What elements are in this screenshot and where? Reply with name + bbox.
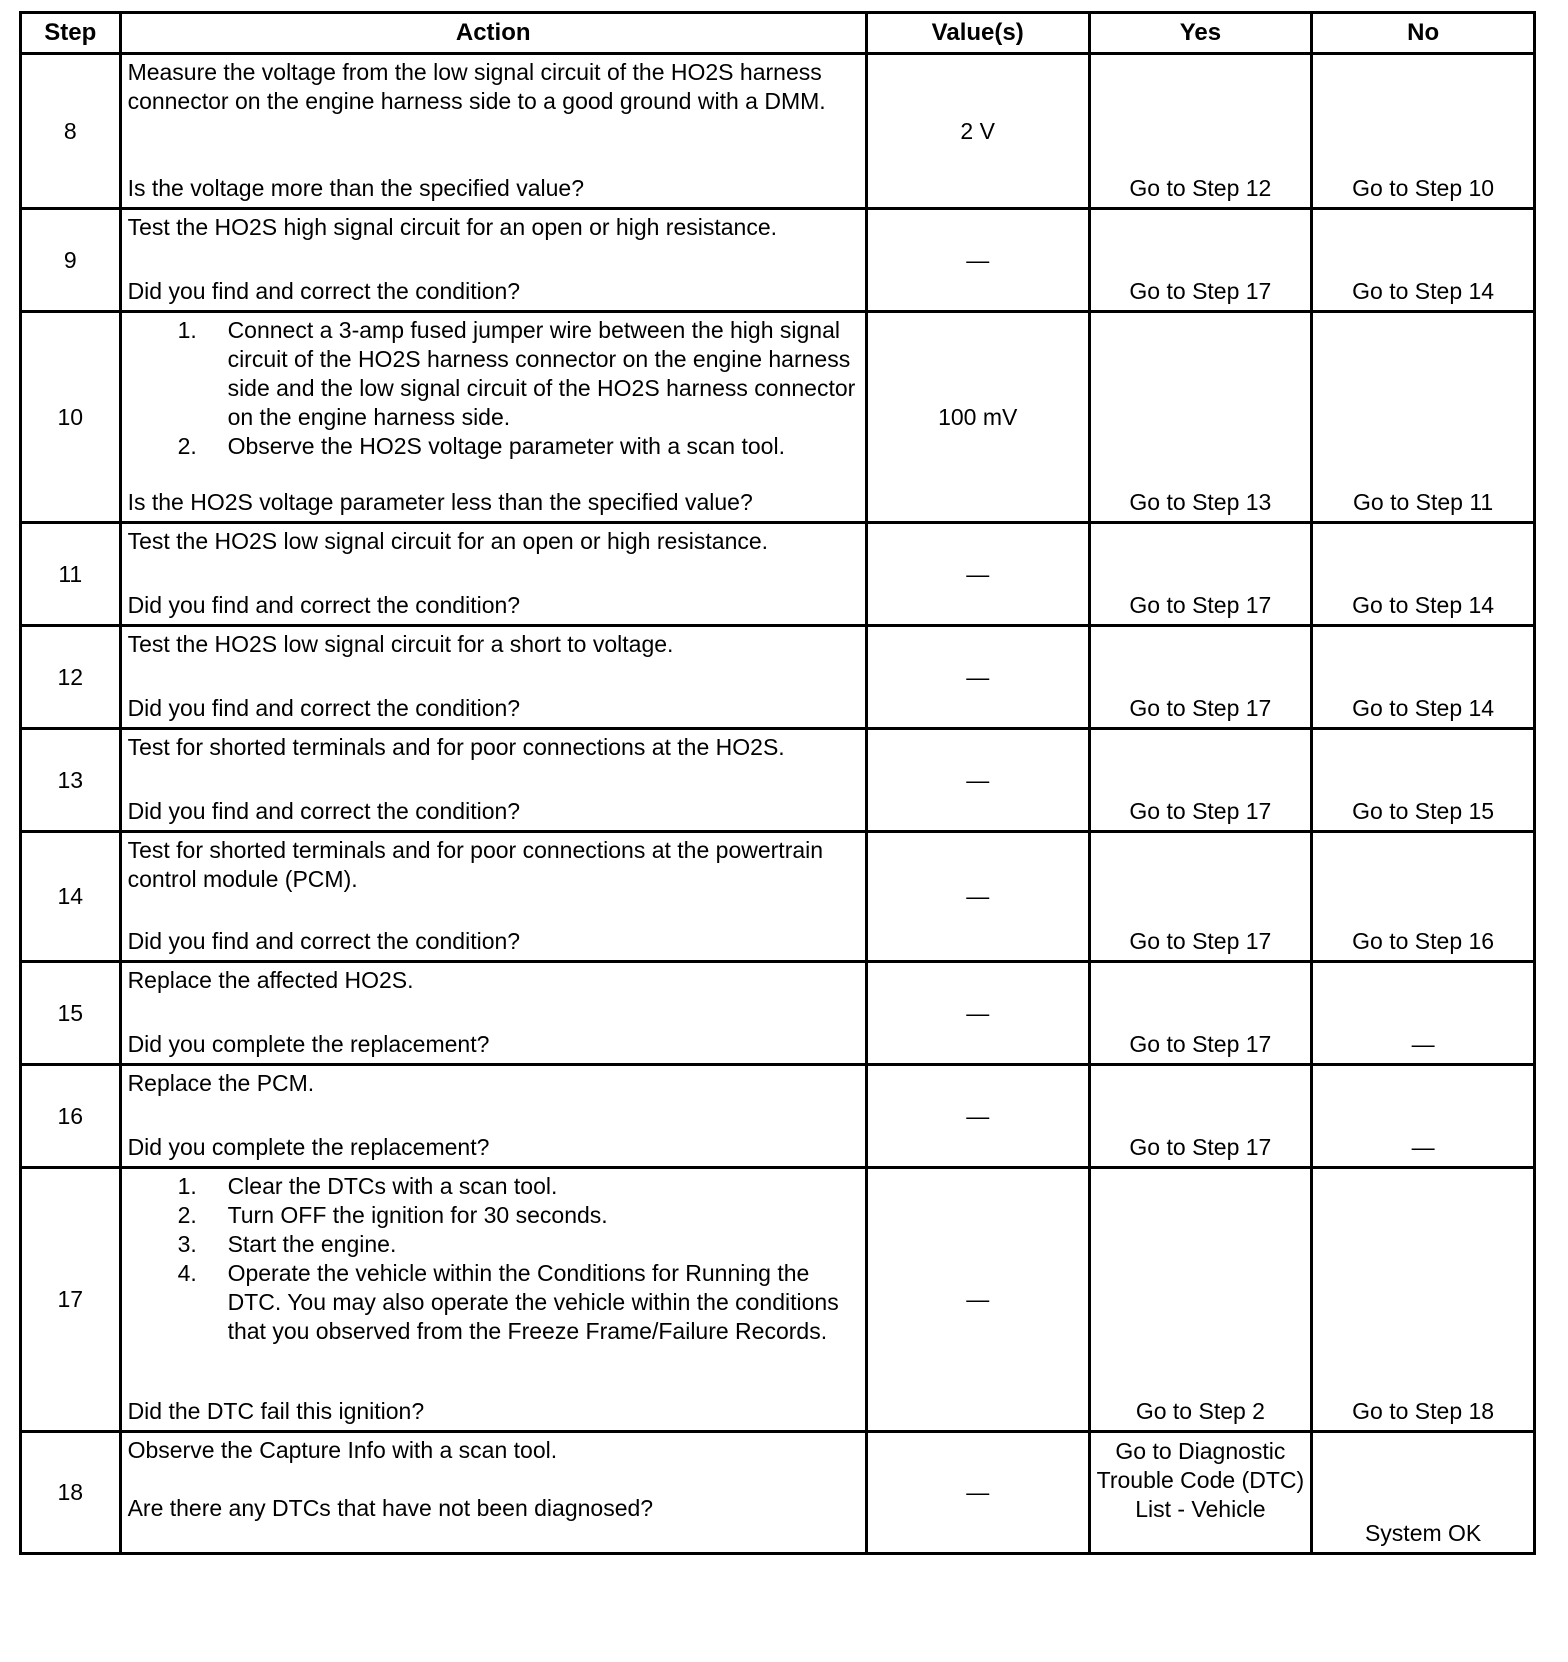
value-cell: — <box>866 832 1089 962</box>
header-row <box>21 13 1535 54</box>
yes-result: Go to Step 13 <box>1129 489 1272 515</box>
action-question: Are there any DTCs that have not been diagnosed? <box>127 1495 654 1521</box>
step-number: 13 <box>21 729 121 832</box>
yes-result: Go to Diagnostic Trouble Code (DTC) List - Vehicle <box>1096 1438 1305 1522</box>
step-number: 12 <box>21 626 121 729</box>
yes-cell <box>1089 1065 1312 1168</box>
action-cell <box>120 54 866 209</box>
table-row <box>21 54 1535 209</box>
action-text: Test for shorted terminals and for poor connections at the powertrain control module (PCM). <box>127 837 824 892</box>
action-text: Replace the PCM. <box>127 1070 315 1096</box>
header-values: Value(s) <box>866 13 1089 54</box>
action-cell <box>120 312 866 523</box>
no-result: — <box>1411 1134 1435 1160</box>
no-cell <box>1312 626 1535 729</box>
header-no: No <box>1312 13 1535 54</box>
action-text: Test the HO2S low signal circuit for an open or high resistance. <box>127 528 769 554</box>
yes-result: Go to Step 17 <box>1129 592 1272 618</box>
yes-result: Go to Step 17 <box>1129 278 1272 304</box>
no-cell <box>1312 523 1535 626</box>
action-cell <box>120 209 866 312</box>
action-text: Test the HO2S low signal circuit for a short to voltage. <box>127 631 674 657</box>
no-result: Go to Step 14 <box>1352 592 1495 618</box>
table-row <box>21 312 1535 523</box>
procedure-list <box>128 1172 857 1346</box>
action-question: Did you complete the replacement? <box>127 1134 490 1160</box>
no-result: Go to Step 10 <box>1352 175 1495 201</box>
no-result: Go to Step 18 <box>1352 1398 1495 1424</box>
yes-result: Go to Step 17 <box>1129 798 1272 824</box>
action-question: Did the DTC fail this ignition? <box>127 1398 425 1424</box>
no-cell <box>1312 1432 1535 1554</box>
yes-cell <box>1089 1432 1312 1554</box>
yes-result: Go to Step 17 <box>1129 695 1272 721</box>
list-item: Turn OFF the ignition for 30 seconds. <box>227 1202 608 1228</box>
header-step: Step <box>21 13 121 54</box>
step-number: 11 <box>21 523 121 626</box>
action-text: Measure the voltage from the low signal circuit of the HO2S harness connector on the engine harness side to a good ground with a DMM. <box>127 59 826 114</box>
no-cell <box>1312 962 1535 1065</box>
no-cell <box>1312 832 1535 962</box>
action-cell <box>120 1432 866 1554</box>
header-action: Action <box>120 13 866 54</box>
action-question: Did you find and correct the condition? <box>127 798 521 824</box>
no-cell <box>1312 209 1535 312</box>
value-cell: — <box>866 1065 1089 1168</box>
step-number: 17 <box>21 1168 121 1432</box>
yes-result: Go to Step 12 <box>1129 175 1272 201</box>
step-number: 10 <box>21 312 121 523</box>
table-row <box>21 832 1535 962</box>
action-cell <box>120 1168 866 1432</box>
action-cell <box>120 626 866 729</box>
value-cell: 100 mV <box>866 312 1089 523</box>
no-cell <box>1312 1065 1535 1168</box>
value-cell: — <box>866 729 1089 832</box>
value-cell: — <box>866 626 1089 729</box>
value-cell: 2 V <box>866 54 1089 209</box>
table-row <box>21 1168 1535 1432</box>
yes-cell <box>1089 729 1312 832</box>
table-row <box>21 1432 1535 1554</box>
step-number: 16 <box>21 1065 121 1168</box>
step-number: 18 <box>21 1432 121 1554</box>
table-row <box>21 523 1535 626</box>
yes-result: Go to Step 17 <box>1129 1134 1272 1160</box>
list-item: Observe the HO2S voltage parameter with a scan tool. <box>227 433 785 459</box>
header-yes: Yes <box>1089 13 1312 54</box>
action-question: Is the voltage more than the specified value? <box>127 175 585 201</box>
value-cell: — <box>866 209 1089 312</box>
list-item: Start the engine. <box>227 1231 397 1257</box>
action-question: Did you find and correct the condition? <box>127 278 521 304</box>
yes-cell <box>1089 626 1312 729</box>
no-result: System OK <box>1364 1520 1482 1546</box>
action-question: Did you find and correct the condition? <box>127 592 521 618</box>
no-result: Go to Step 14 <box>1352 278 1495 304</box>
action-question: Did you find and correct the condition? <box>127 695 521 721</box>
table-row <box>21 626 1535 729</box>
step-number: 14 <box>21 832 121 962</box>
no-result: — <box>1411 1031 1435 1057</box>
no-cell <box>1312 729 1535 832</box>
yes-result: Go to Step 2 <box>1135 1398 1265 1424</box>
table-row <box>21 209 1535 312</box>
table-row <box>21 962 1535 1065</box>
action-cell <box>120 1065 866 1168</box>
yes-cell <box>1089 312 1312 523</box>
no-cell <box>1312 1168 1535 1432</box>
table-row <box>21 729 1535 832</box>
value-cell: — <box>866 1168 1089 1432</box>
action-text: Replace the affected HO2S. <box>127 967 414 993</box>
yes-result: Go to Step 17 <box>1129 928 1272 954</box>
no-result: Go to Step 14 <box>1352 695 1495 721</box>
action-cell <box>120 832 866 962</box>
action-question: Is the HO2S voltage parameter less than the specified value? <box>127 489 753 515</box>
list-item: Connect a 3-amp fused jumper wire between the high signal circuit of the HO2S harness connector on the engine harness side and the low signal circuit of the HO2S harness connector on the engine harness side. <box>227 317 856 430</box>
list-item: Operate the vehicle within the Conditions for Running the DTC. You may also operate the vehicle within the conditions that you observed from the Freeze Frame/Failure Records. <box>227 1260 839 1344</box>
step-number: 15 <box>21 962 121 1065</box>
action-text: Test for shorted terminals and for poor connections at the HO2S. <box>127 734 785 760</box>
action-text: Observe the Capture Info with a scan tool. <box>127 1437 558 1463</box>
step-number: 8 <box>21 54 121 209</box>
action-question: Did you complete the replacement? <box>127 1031 490 1057</box>
no-result: Go to Step 16 <box>1352 928 1495 954</box>
no-result: Go to Step 11 <box>1353 489 1494 515</box>
step-number: 9 <box>21 209 121 312</box>
table-row <box>21 1065 1535 1168</box>
action-question: Did you find and correct the condition? <box>127 928 521 954</box>
yes-cell <box>1089 832 1312 962</box>
value-cell: — <box>866 523 1089 626</box>
yes-result: Go to Step 17 <box>1129 1031 1272 1057</box>
yes-cell <box>1089 209 1312 312</box>
procedure-list <box>128 316 857 461</box>
diagnostic-table <box>19 11 1536 1555</box>
no-cell <box>1312 54 1535 209</box>
action-text: Test the HO2S high signal circuit for an open or high resistance. <box>127 214 778 240</box>
yes-cell <box>1089 523 1312 626</box>
no-cell <box>1312 312 1535 523</box>
yes-cell <box>1089 1168 1312 1432</box>
yes-cell <box>1089 54 1312 209</box>
list-item: Clear the DTCs with a scan tool. <box>227 1173 558 1199</box>
no-result: Go to Step 15 <box>1352 798 1495 824</box>
value-cell: — <box>866 962 1089 1065</box>
action-cell <box>120 523 866 626</box>
yes-cell <box>1089 962 1312 1065</box>
action-cell <box>120 962 866 1065</box>
value-cell: — <box>866 1432 1089 1554</box>
action-cell <box>120 729 866 832</box>
